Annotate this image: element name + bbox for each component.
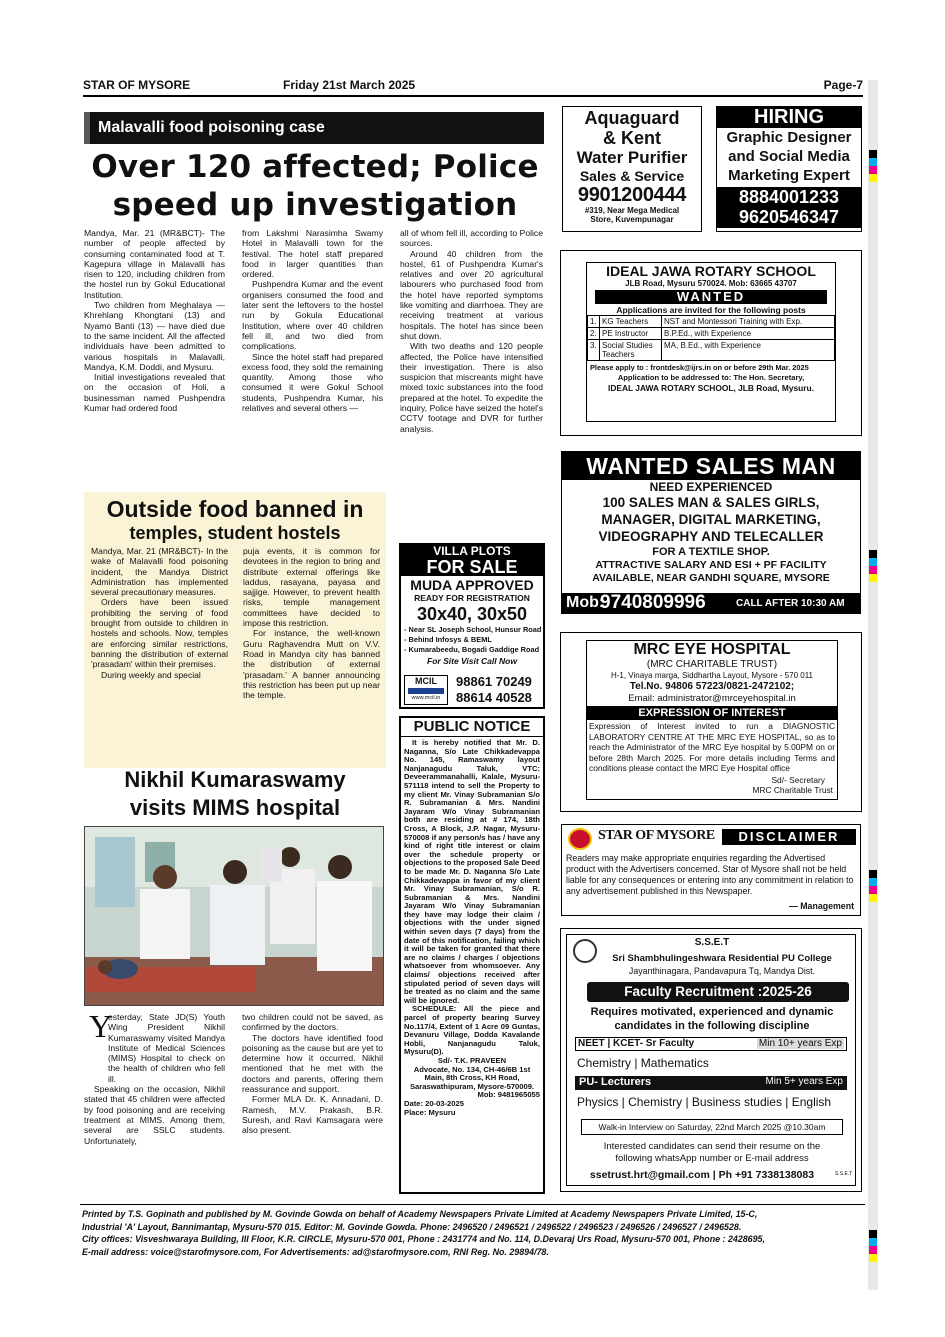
sales-mob: 9740809996 — [600, 592, 706, 613]
sset-req: candidates in the following discipline — [614, 1020, 810, 1032]
story2-col2 — [243, 546, 380, 700]
public-notice-advocate: Advocate, No. 134, CH-46/6B 1st Main, 8th Cross, KH Road, Saraswathipuram, Mysore-570009. — [409, 1064, 535, 1091]
hiring-phone: 8884001233 — [738, 187, 840, 207]
ij-cell: MA, B.Ed., with Experience — [662, 340, 835, 361]
villa-sale: FOR SALE — [426, 557, 518, 577]
sales-mob-bar — [562, 593, 860, 613]
sales-line: AVAILABLE, NEAR GANDHI SQUARE, MYSORE — [592, 572, 830, 584]
paragraph: Mandya, Mar. 21 (MR&BCT)- In the wake of Malavalli food poisoning incident, the Mandya District Administration has implemented several precautionary measures. — [91, 546, 228, 598]
paragraph: Orders have been issued prohibiting the serving of food brought from outside to children in hostels and schools. Now, temples are enforcing similar restrictions, banning the distribution of external 'prasadam' within their premises. — [91, 597, 228, 670]
paragraph: esterday, State JD(S) Youth Wing President Nikhil Kumaraswamy visited Mandya Institute of Medical Sciences (MIMS) Hospital to check on the health of children who fell ill. — [108, 1012, 225, 1084]
sales-title: WANTED SALES MAN — [562, 452, 860, 480]
disclaimer-body: Readers may make appropriate enquiries regarding the Advertised product with the Advertisers concerned. Star of Mysore shall not be held liable for any consequences or entering into any commitment in relation to any advertisement published in this Newspaper. — [566, 853, 854, 896]
ij-addr: JLB Road, Mysuru 570024. Mob: 63665 43707 — [625, 279, 797, 288]
paragraph: Former MLA Dr. K. Annadani, D. Ramesh, M.V. Prakash, B.R. Suresh, and Ravi Kamsagara were also present. — [242, 1094, 383, 1136]
star-logo-icon — [568, 828, 592, 850]
paragraph: For instance, the well-known Guru Raghavendra Mutt on V.V. Road in Mandya city has banned the distribution of external 'prasadam.' A banner announcing this restriction has been put up near the temple. — [243, 628, 380, 701]
hiring-line: Graphic Designer — [726, 129, 852, 146]
public-notice-title: PUBLIC NOTICE — [401, 718, 543, 737]
nikhil-photo — [84, 826, 384, 1006]
mrc-sign: Sd/- Secretary — [771, 774, 825, 785]
aqua-addr: Store, Kuvempunagar — [590, 215, 674, 224]
ideal-jawa-ad — [586, 262, 836, 422]
cmyk-marks-1 — [869, 150, 877, 182]
mcil-logo — [404, 675, 448, 705]
sset-neet: NEET | KCET- Sr Faculty — [578, 1038, 695, 1049]
sales-man-ad — [561, 451, 861, 614]
mrc-trust: (MRC CHARITABLE TRUST) — [646, 659, 778, 670]
page-number: Page-7 — [823, 78, 863, 92]
sales-line: 100 SALES MAN & SALES GIRLS, — [602, 495, 820, 510]
sales-line: VIDEOGRAPHY AND TELECALLER — [598, 529, 824, 544]
sales-need: NEED EXPERIENCED — [649, 480, 773, 494]
story2-headline-line1: Outside food banned in — [106, 496, 364, 522]
imprint — [82, 1208, 872, 1258]
paragraph: Pushpendra Kumar and the event organisers consumed the food and later sent the leftovers to the hostel run by Gokula Educational Institution, where over 40 children fell ill, and two died from complications. — [242, 279, 383, 352]
paragraph: During weekly and special — [101, 669, 201, 680]
main-headline-line1: Over 120 affected; Police — [91, 149, 539, 185]
disclaimer-sign: — Management — [788, 901, 854, 911]
sset-ad — [566, 934, 856, 1186]
paragraph: two children could not be saved, as confirmed by the doctors. — [242, 1012, 383, 1033]
public-notice-schedule: SCHEDULE: All the piece and parcel of property bearing Survey No.117/4, Extent of 1 Acre 09 Guntas, Devanuru Village, Dodda Kavalande Hobli, Nanjanagudu Taluk, Mysuru(D). — [404, 1004, 540, 1057]
paragraph: puja events, it is common for devotees in the region to bring and distribute external offerings like laddus, rasayana, payasa and sajjige. However, to prevent health risks, temple management committees have decided to impose this restriction. — [243, 546, 380, 629]
main-story-col3 — [400, 228, 543, 434]
paragraph: Mandya, Mar. 21 (MR&BCT)- The number of people affected by consuming contaminated food at T. Kagepura village in Malavalli has risen to 120, including children from the hostel run by Gokul Educational Institution. — [84, 228, 225, 300]
paragraph: all of whom fell ill, according to Police sources. — [400, 228, 543, 249]
sset-send: following whatsApp number or E-mail address — [615, 1153, 809, 1164]
ij-apply: Please apply to : frontdesk@ijrs.in on or before 29th Mar. 2025 — [590, 363, 809, 372]
sset-addr: Jayanthinagara, Pandavapura Tq, Mandya Dist. — [628, 966, 816, 976]
disclaimer-logo-text: STAR OF MYSORE — [598, 828, 715, 843]
mrc-email: Email: administrator@mrceyehospital.in — [628, 693, 796, 704]
sset-neet-subjects: Chemistry | Mathematics — [577, 1056, 709, 1070]
villa-loc: - Kumarabeedu, Bogadi Gaddige Road — [404, 645, 540, 654]
ij-addressed: Application to be addressed to: The Hon. Secretary, — [617, 373, 805, 382]
table-row — [588, 328, 835, 340]
public-notice-date: Date: 20-03-2025 — [404, 1098, 464, 1108]
mrc-body: Expression of Interest invited to run a DIAGNOSTIC LABORATORY CENTRE AT THE MRC EYE HOSPITAL, so as to reach the Administrator of the MRC Eye hospital by 5.00PM on or before 28th March 2025. For more details including Terms and conditions please contact the MRC Eye Hospital office — [589, 721, 835, 773]
print-margin-strip — [868, 80, 878, 1290]
table-row — [588, 340, 835, 361]
table-row — [588, 316, 835, 328]
sset-neet-exp: Min 10+ years Exp — [758, 1038, 842, 1049]
story2-col1 — [91, 546, 228, 680]
hiring-line: and Social Media — [728, 148, 850, 165]
sset-name: S.S.E.T — [694, 937, 730, 948]
paragraph: With two deaths and 120 people affected, the Police have intensified their investigation. There is also suspicion that miscreants might have mixed toxic substances into the food prepared at the hotel. To expedite the inquiry, Police have seized the hotel's CCTV footage and DVR for further analysis. — [400, 341, 543, 434]
paragraph: Speaking on the occasion, Nikhil stated that 45 children were affected by food poisoning and are receiving treatment at MIMS. Among them, several are SSLC students. Unfortunately, — [84, 1084, 225, 1146]
ij-name: IDEAL JAWA ROTARY SCHOOL — [606, 263, 816, 279]
ij-cell: Social Studies Teachers — [600, 340, 662, 361]
paragraph: The doctors have identified food poisoning as the cause but are yet to determine how it occurred. Nikhil mentioned that he met with the doctors and parents, offering them reassurance and support. — [242, 1032, 383, 1095]
ij-posts-table — [587, 315, 835, 361]
sset-req: Requires motivated, experienced and dynamic — [590, 1006, 834, 1018]
villa-ready: READY FOR REGISTRATION — [414, 593, 530, 603]
disclaimer-title: DISCLAIMER — [722, 829, 856, 845]
story2-headline — [84, 496, 386, 544]
villa-plots-ad — [399, 543, 545, 709]
story3-col1 — [84, 1008, 225, 1146]
main-headline-line2: speed up investigation — [112, 187, 518, 223]
ij-footer: IDEAL JAWA ROTARY SCHOOL, JLB Road, Mysuru. — [608, 383, 814, 393]
ij-cell: PE Instructor — [600, 328, 662, 340]
main-story-col1 — [84, 228, 225, 413]
story3-col2 — [242, 1012, 383, 1136]
cmyk-marks-3 — [869, 870, 877, 902]
sset-banner: Faculty Recruitment :2025-26 — [587, 982, 849, 1002]
sset-send: Interested candidates can send their resume on the — [603, 1141, 821, 1152]
public-notice-body: It is hereby notified that Mr. D. Naganna, S/o Late Chikkadevappa No. 145, Ramaswamy layout Nanjanagudu Taluk, VTC: Deveerammanahalli, Kalale, Mysuru-571118 intend to sell the Property to my client Mr. Vinay Subramanian S/o R. Subramanian & Mrs. Nandini Jayaram W/o Vinay Subramanian both are residing at # 174, 18th Cross, A Block, J.P. Nagar, Mysuru- 570008 if any person/s has / have any kind of right title interest or claim over the schedule property or objections to the proposed Sale Deed to be made Mr. D. Naganna S/o Late Chikkadevappa in favor of my client Mr. Vinay Subramanian, S/o R. Subramanian & Mrs. Nandini Jayaram W/o Vinay Subramanian they have may lodge their claim / objections with the under signed within seven days (7 days) from the date of this notification, failing which it will be taken for granted that there are no claims / charges / objections whatsoever from whomsoever. Any claims/ objections received after stipulated period of seven days will be treated as no claim and the same will be ignored. — [404, 738, 540, 1005]
paragraph: Initial investigations revealed that on the occasion of Holi, a businessman named Pushpendra Kumar had ordered food — [84, 372, 225, 414]
story2-headline-line2: temples, student hostels — [129, 523, 341, 543]
ij-cell: KG Teachers — [600, 316, 662, 328]
mrc-name: MRC EYE HOSPITAL — [633, 641, 791, 658]
sales-line: FOR A TEXTILE SHOP. — [652, 546, 770, 558]
ij-wanted: WANTED — [595, 290, 827, 304]
public-notice-mob: Mob: 9481965055 — [477, 1090, 540, 1100]
public-notice-place: Place: Mysuru — [404, 1107, 456, 1117]
aqua-phone: 9901200444 — [577, 184, 687, 206]
aqua-line4: Sales & Service — [579, 168, 685, 184]
mrc-sign: MRC Charitable Trust — [752, 784, 833, 795]
villa-loc: - Near SL Joseph School, Hunsur Road — [404, 625, 542, 634]
imprint-line: Printed by T.S. Gopinath and published by M. Govinde Gowda on behalf of Academy Newspapers Private Limited at Academy Newspapers Private Limited, 15-C, — [82, 1209, 758, 1219]
villa-sizes: 30x40, 30x50 — [416, 604, 528, 624]
mrc-tel: Tel.No. 94806 57223/0821-2472102; — [629, 681, 795, 692]
sset-college: Sri Shambhulingeshwara Residential PU College — [612, 953, 832, 964]
hiring-ad — [716, 106, 862, 232]
footer-rule — [80, 1204, 865, 1205]
villa-visit: For Site Visit Call Now — [427, 656, 517, 666]
imprint-line: City offices: Visveshwaraya Building, III Floor, K.R. CIRCLE, Mysuru-570 001, Phone : 2431774 and No. 114, D.Devaraj Urs Road, Mysuru-570 001, Phone : 2428695, — [82, 1234, 765, 1245]
sales-line: ATTRACTIVE SALARY AND ESI + PF FACILITY — [595, 559, 827, 571]
mcil-logo-text: MCIL — [415, 676, 437, 686]
kicker-text: Malavalli food poisoning case — [98, 119, 325, 136]
ij-cell: 1. — [588, 316, 600, 328]
paper-name: STAR OF MYSORE — [83, 78, 191, 92]
main-headline — [80, 148, 550, 224]
paragraph: Around 40 children from the hostel, 61 of Pushpendra Kumar's relatives and over 20 agricultural labourers who purchased food from the hotel have reported symptoms like vomiting and diarrhoea. They are receiving treatment at various hospitals. The hotel has since been shut down. — [400, 248, 543, 341]
ij-cell: B.P.Ed., with Experience — [662, 328, 835, 340]
sales-call: CALL AFTER 10:30 AM — [736, 598, 845, 609]
paragraph: Two children from Meghalaya — Khrehlang Khongtani (13) and Nyamo Banti (13) — have died due to the same incident. All the affected individuals have been admitted to various hospitals in Malavalli, Mandya, K.M. Doddi, and Mysuru. — [84, 300, 225, 372]
villa-phone: 88614 40528 — [456, 690, 532, 705]
aqua-line3: Water Purifier — [576, 148, 688, 167]
sales-mob-label: Mob: — [566, 594, 605, 611]
story3-headline-line1: Nikhil Kumaraswamy — [124, 767, 346, 792]
ij-sub: Applications are invited for the following posts — [616, 305, 806, 315]
sales-line: MANAGER, DIGITAL MARKETING, — [601, 512, 821, 527]
mrc-ad — [586, 640, 838, 800]
hospital-visit-illustration — [85, 827, 384, 1006]
cmyk-marks-2 — [869, 550, 877, 582]
sset-mark: S.S.E.T — [835, 1171, 853, 1177]
villa-phones — [456, 674, 532, 706]
aqua-addr: #319, Near Mega Medical — [584, 206, 680, 215]
aqua-line1: Aquaguard — [584, 108, 680, 128]
sset-pu: PU- Lecturers — [579, 1076, 652, 1088]
kicker-band — [84, 112, 544, 144]
sset-contact: ssetrust.hrt@gmail.com | Ph +91 7338138083 — [589, 1169, 815, 1181]
villa-top: VILLA PLOTS — [433, 544, 511, 558]
aqua-line2: & Kent — [603, 128, 661, 148]
villa-muda: MUDA APPROVED — [410, 577, 534, 593]
story3-headline — [84, 766, 386, 822]
story3-headline-line2: visits MIMS hospital — [129, 795, 341, 820]
sset-neet-row — [575, 1037, 847, 1051]
ij-cell: NST and Montessori Training with Exp. — [662, 316, 835, 328]
sset-walkin: Walk-in Interview on Saturday, 22nd March 2025 @10.30am — [581, 1119, 843, 1135]
mrc-addr: H-1, Vinaya marga, Siddhartha Layout, Mysore - 570 011 — [610, 671, 814, 680]
public-notice-sign: Sd/- T.K. PRAVEEN — [437, 1055, 507, 1065]
masthead — [83, 78, 863, 94]
mrc-eoi: EXPRESSION OF INTEREST — [587, 706, 837, 720]
dropcap: Y — [89, 1008, 113, 1044]
imprint-line: E-mail address: voice@starofmysore.com, For Advertisements: ad@starofmysore.com, RNI Reg. No. 29894/78. — [82, 1246, 549, 1257]
paragraph: Since the hotel staff had prepared excess food, they sold the remaining quantity. Among those who consumed it were Gokul School students, Pushpendra Kumar, his relatives and several others — — [242, 351, 383, 414]
sset-pu-exp: Min 5+ years Exp — [765, 1076, 843, 1087]
main-story-col2 — [242, 228, 383, 413]
villa-phone: 98861 70249 — [456, 674, 532, 689]
sset-pu-row — [575, 1076, 847, 1090]
ij-cell: 3. — [588, 340, 600, 361]
paragraph: from Lakshmi Narasimha Swamy Hotel in Malavalli town for the festival. The hotel staff prepared food in larger quantities than ordered. — [242, 228, 383, 280]
aquaguard-ad — [562, 106, 702, 232]
hiring-title: HIRING — [717, 107, 861, 128]
sset-pu-subjects: Physics | Chemistry | Business studies | English — [577, 1095, 832, 1109]
public-notice-ad — [399, 716, 545, 1194]
imprint-line: Industrial 'A' Layout, Bannimantap, Mysuru-570 015. Editor: M. Govinde Gowda. Phone: 2496520 / 2496521 / 2496522 / 2496523 / 2496526 / 2496527 / 2496528. — [82, 1221, 742, 1232]
disclaimer-box — [561, 824, 861, 916]
villa-loc: - Behind Infosys & BEML — [404, 635, 492, 644]
ij-cell: 2. — [588, 328, 600, 340]
masthead-rule — [83, 95, 863, 97]
issue-date: Friday 21st March 2025 — [283, 78, 416, 92]
hiring-phone: 9620546347 — [738, 207, 840, 227]
mcil-web: www.mcil.in — [411, 695, 441, 701]
hiring-line: Marketing Expert — [728, 167, 850, 184]
